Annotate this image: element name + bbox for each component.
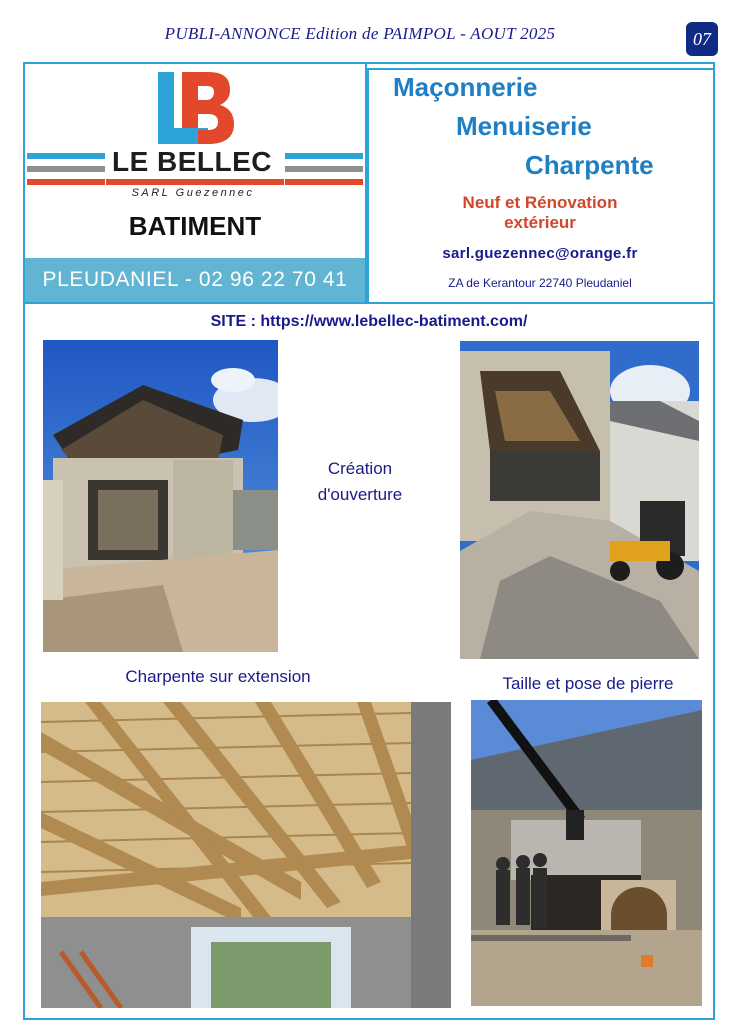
category-label: BATIMENT bbox=[128, 211, 262, 241]
stripe-gray-left bbox=[27, 166, 105, 172]
stripe-red-right bbox=[285, 179, 363, 185]
service-framework: Charpente bbox=[525, 150, 654, 180]
tagline-line-2: extérieur bbox=[504, 213, 576, 232]
caption-opening-line-1: Création bbox=[327, 459, 393, 478]
caption-opening bbox=[290, 456, 430, 508]
brand-underline bbox=[106, 179, 284, 185]
tagline-line-1: Neuf et Rénovation bbox=[462, 193, 618, 212]
brand-name: LE BELLEC bbox=[111, 146, 273, 177]
photo-opening-before bbox=[43, 340, 278, 652]
services-box bbox=[367, 68, 715, 304]
photo-opening-demolition bbox=[460, 341, 699, 659]
caption-stone: Taille et pose de pierre bbox=[502, 674, 674, 693]
service-masonry: Maçonnerie bbox=[393, 72, 538, 102]
brand-subtitle: SARL Guezennec bbox=[131, 187, 255, 199]
contact-bar: PLEUDANIEL - 02 96 22 70 41 bbox=[25, 258, 365, 302]
stripe-red-left bbox=[27, 179, 105, 185]
photo-stone bbox=[471, 700, 702, 1006]
website-link[interactable]: SITE : https://www.lebellec-batiment.com/ bbox=[210, 313, 528, 330]
stripe-blue-right bbox=[285, 153, 363, 159]
page-number-badge: 07 bbox=[686, 22, 718, 56]
lb-logo-icon bbox=[150, 68, 240, 148]
tagline bbox=[380, 193, 700, 233]
email-link[interactable]: sarl.guezennec@orange.fr bbox=[442, 245, 638, 262]
divider bbox=[23, 302, 715, 304]
photo-framework bbox=[41, 702, 451, 1008]
header-title: PUBLI-ANNONCE Edition de PAIMPOL - AOUT 2025 bbox=[164, 24, 556, 43]
caption-framework: Charpente sur extension bbox=[125, 667, 311, 686]
stripe-blue-left bbox=[27, 153, 105, 159]
service-joinery: Menuiserie bbox=[456, 111, 592, 141]
address: ZA de Kerantour 22740 Pleudaniel bbox=[448, 276, 632, 290]
stripe-gray-right bbox=[285, 166, 363, 172]
caption-opening-line-2: d'ouverture bbox=[317, 485, 403, 504]
